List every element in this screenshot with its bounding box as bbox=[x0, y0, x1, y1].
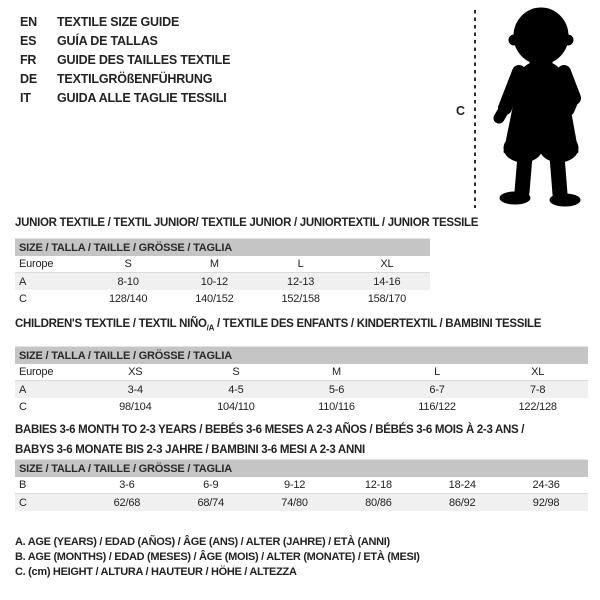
cell-value: 7-8 bbox=[530, 383, 546, 396]
table-grid-1 bbox=[15, 346, 588, 415]
table-title-segment: BABIES 3-6 MONTH TO 2-3 YEARS / BEBÉS 3-6 MESES A 2-3 AÑOS / BÉBÉS 3-6 MOIS À 2-3 ANS / bbox=[15, 424, 525, 436]
table-title-1 bbox=[15, 318, 588, 332]
table-row bbox=[15, 256, 430, 273]
language-list bbox=[20, 12, 230, 107]
height-c-label: C bbox=[456, 104, 465, 118]
cell-value: 9-12 bbox=[283, 479, 306, 491]
language-title: GUIDA ALLE TAGLIE TESSILI bbox=[57, 90, 227, 105]
cell-value: 74/80 bbox=[281, 496, 308, 509]
cell-value: 122/128 bbox=[518, 400, 557, 413]
note-line: C. (cm) HEIGHT / ALTURA / HAUTEUR / HÖHE / ALTEZZA bbox=[15, 566, 297, 578]
cell-value: 80/86 bbox=[365, 496, 392, 509]
cell-value: 92/98 bbox=[532, 496, 560, 509]
cell-value: 18-24 bbox=[448, 479, 476, 491]
row-label: Europe bbox=[19, 258, 54, 270]
cell-value: 6-7 bbox=[429, 383, 445, 396]
cell-value: 24-36 bbox=[532, 479, 560, 491]
row-label: Europe bbox=[19, 366, 54, 378]
cell-value: XL bbox=[380, 258, 394, 270]
table-title-segment: BABYS 3-6 MONATE BIS 2-3 JAHRE / BAMBINI 3-6 MESI A 2-3 ANNI bbox=[15, 444, 365, 456]
language-row bbox=[20, 12, 230, 31]
cell-value: XS bbox=[128, 366, 143, 378]
size-header-bar: SIZE / TALLA / TAILLE / GRÖSSE / TAGLIA bbox=[15, 460, 588, 477]
cell-value: L bbox=[434, 366, 441, 378]
table-title-0 bbox=[15, 217, 479, 229]
language-title: GUÍA DE TALLAS bbox=[57, 33, 158, 48]
cell-value: XL bbox=[531, 366, 545, 378]
cell-value: 3-6 bbox=[119, 479, 135, 491]
language-row bbox=[20, 88, 230, 107]
cell-value: 8-10 bbox=[117, 275, 139, 288]
cell-value: M bbox=[209, 258, 219, 270]
cell-value: L bbox=[297, 258, 304, 270]
language-row bbox=[20, 69, 230, 88]
table-row bbox=[15, 398, 588, 415]
row-label: C bbox=[19, 292, 27, 305]
cell-value: 86/92 bbox=[448, 496, 476, 509]
cell-value: 3-4 bbox=[127, 383, 143, 396]
baby-silhouette-icon bbox=[485, 6, 597, 212]
row-label: C bbox=[19, 496, 27, 509]
cell-value: 110/116 bbox=[318, 400, 355, 413]
table-block-1 bbox=[15, 318, 588, 413]
cell-value: S bbox=[232, 366, 240, 378]
row-label: A bbox=[19, 275, 27, 288]
language-code: DE bbox=[20, 71, 37, 86]
table-block-2 bbox=[15, 424, 588, 509]
table-row bbox=[15, 477, 588, 494]
cell-value: 12-13 bbox=[287, 275, 315, 288]
table-title-line bbox=[15, 217, 479, 229]
row-label: C bbox=[19, 400, 27, 413]
note-line: B. AGE (MONTHS) / EDAD (MESES) / ÂGE (MOIS) / ALTER (MONATE) / ETÀ (MESI) bbox=[15, 551, 420, 563]
cell-value: 4-5 bbox=[228, 383, 244, 396]
footer-notes bbox=[15, 536, 420, 581]
cell-value: S bbox=[124, 258, 132, 270]
cell-value: 5-6 bbox=[328, 383, 345, 396]
height-figure bbox=[450, 4, 600, 214]
cell-value: 152/158 bbox=[281, 292, 320, 305]
cell-value: 158/170 bbox=[367, 292, 407, 305]
language-title: TEXTILGRÖßENFÜHRUNG bbox=[57, 71, 213, 86]
language-row bbox=[20, 31, 230, 50]
language-row bbox=[20, 50, 230, 69]
row-label: A bbox=[19, 383, 27, 396]
table-title-line bbox=[15, 318, 588, 332]
language-code: ES bbox=[20, 33, 37, 48]
cell-value: 104/110 bbox=[217, 400, 255, 413]
table-title-2 bbox=[15, 424, 588, 456]
note-line: A. AGE (YEARS) / EDAD (AÑOS) / ÂGE (ANS) / ALTER (JAHRE) / ETÀ (ANNI) bbox=[15, 536, 390, 548]
table-row bbox=[15, 364, 588, 381]
size-header-bar: SIZE / TALLA / TAILLE / GRÖSSE / TAGLIA bbox=[15, 347, 588, 364]
language-code: EN bbox=[20, 14, 37, 29]
table-title-segment: /A bbox=[206, 323, 215, 333]
table-row bbox=[15, 494, 588, 511]
table-row bbox=[15, 273, 430, 290]
cell-value: 6-9 bbox=[203, 479, 219, 491]
table-title-segment: CHILDREN'S TEXTILE / TEXTIL NIÑO bbox=[15, 318, 207, 330]
cell-value: 140/152 bbox=[195, 292, 234, 305]
cell-value: M bbox=[332, 366, 341, 378]
size-header-bar: SIZE / TALLA / TAILLE / GRÖSSE / TAGLIA bbox=[15, 239, 430, 256]
cell-value: 98/104 bbox=[119, 400, 152, 413]
height-dashed-line bbox=[474, 10, 476, 208]
table-row bbox=[15, 290, 430, 307]
cell-value: 62/68 bbox=[113, 496, 141, 509]
table-title-line bbox=[15, 444, 588, 456]
language-code: IT bbox=[20, 90, 31, 105]
cell-value: 128/140 bbox=[108, 292, 148, 305]
table-block-0 bbox=[15, 217, 479, 305]
cell-value: 10-12 bbox=[200, 275, 228, 288]
cell-value: 12-18 bbox=[364, 479, 392, 491]
table-row bbox=[15, 381, 588, 398]
cell-value: 14-16 bbox=[373, 275, 401, 288]
cell-value: 116/122 bbox=[418, 400, 456, 413]
language-title: TEXTILE SIZE GUIDE bbox=[57, 14, 180, 29]
table-title-segment: / TEXTILE DES ENFANTS / KINDERTEXTIL / BAMBINI TESSILE bbox=[214, 318, 542, 330]
language-title: GUIDE DES TAILLES TEXTILE bbox=[57, 52, 231, 67]
table-title-line bbox=[15, 424, 588, 436]
table-grid-2 bbox=[15, 459, 588, 511]
table-grid-0 bbox=[15, 238, 430, 307]
table-title-segment: JUNIOR TEXTILE / TEXTIL JUNIOR/ TEXTILE JUNIOR / JUNIORTEXTIL / JUNIOR TESSILE bbox=[15, 217, 479, 229]
row-label: B bbox=[19, 479, 27, 491]
language-code: FR bbox=[20, 52, 37, 67]
cell-value: 68/74 bbox=[197, 496, 224, 509]
